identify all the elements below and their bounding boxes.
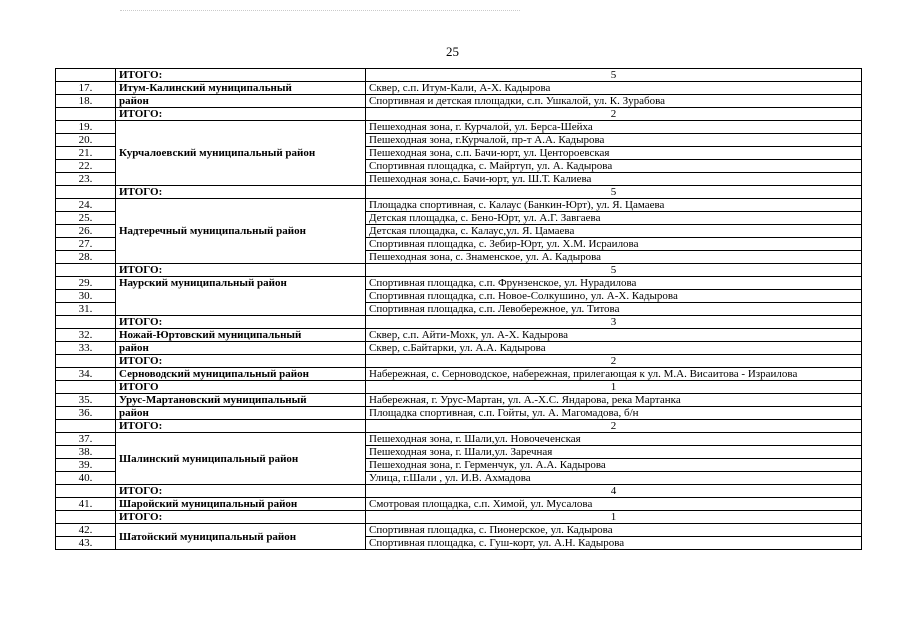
table-row bbox=[56, 368, 862, 381]
object-description: Пешеходная зона, с.п. Бачи-юрт, ул. Центороевская bbox=[366, 147, 862, 160]
page-number: 25 bbox=[446, 44, 459, 59]
row-number: 27. bbox=[56, 238, 116, 251]
total-value: 2 bbox=[366, 420, 862, 433]
object-description: Пешеходная зона,с. Бачи-юрт, ул. Ш.Т. Калиева bbox=[366, 173, 862, 186]
total-label: ИТОГО: bbox=[116, 316, 366, 329]
row-number: 19. bbox=[56, 121, 116, 134]
object-description: Набережная, г. Урус-Мартан, ул. А.-Х.С. Яндарова, река Мартанка bbox=[366, 394, 862, 407]
object-description: Сквер, с.Байтарки, ул. А.А. Кадырова bbox=[366, 342, 862, 355]
district-name: район bbox=[116, 342, 366, 355]
object-description: Площадка спортивная, с.п. Гойты, ул. А. Магомадова, б/н bbox=[366, 407, 862, 420]
object-description: Площадка спортивная, с. Калаус (Банкин-Юрт), ул. Я. Цамаева bbox=[366, 199, 862, 212]
table-row bbox=[56, 121, 862, 134]
table-row bbox=[56, 277, 862, 290]
objects-table bbox=[55, 68, 862, 550]
row-number: 23. bbox=[56, 173, 116, 186]
total-row bbox=[56, 108, 862, 121]
district-name: Надтеречный муниципальный район bbox=[116, 199, 366, 264]
object-description: Детская площадка, с. Бено-Юрт, ул. А.Г. Завгаева bbox=[366, 212, 862, 225]
object-description: Детская площадка, с. Калаус,ул. Я. Цамаева bbox=[366, 225, 862, 238]
object-description: Улица, г.Шали , ул. И.В. Ахмадова bbox=[366, 472, 862, 485]
total-label: ИТОГО: bbox=[116, 511, 366, 524]
object-description: Спортивная площадка, с.п. Новое-Солкушино, ул. А-Х. Кадырова bbox=[366, 290, 862, 303]
table-row bbox=[56, 329, 862, 342]
scan-artifact bbox=[120, 10, 520, 13]
row-number: 29. bbox=[56, 277, 116, 290]
row-number: 40. bbox=[56, 472, 116, 485]
table-row bbox=[56, 524, 862, 537]
row-number: 32. bbox=[56, 329, 116, 342]
total-label: ИТОГО: bbox=[116, 485, 366, 498]
object-description: Сквер, с.п. Итум-Кали, А-Х. Кадырова bbox=[366, 82, 862, 95]
row-number: 26. bbox=[56, 225, 116, 238]
table-row bbox=[56, 394, 862, 407]
total-value: 2 bbox=[366, 355, 862, 368]
district-name: Урус-Мартановский муниципальный bbox=[116, 394, 366, 407]
object-description: Спортивная площадка, с.п. Фрунзенское, ул. Нурадилова bbox=[366, 277, 862, 290]
row-number: 30. bbox=[56, 290, 116, 303]
total-row bbox=[56, 316, 862, 329]
table-row bbox=[56, 199, 862, 212]
total-row bbox=[56, 511, 862, 524]
total-row bbox=[56, 69, 862, 82]
row-number: 20. bbox=[56, 134, 116, 147]
row-number: 22. bbox=[56, 160, 116, 173]
total-value: 5 bbox=[366, 69, 862, 82]
total-label: ИТОГО: bbox=[116, 420, 366, 433]
table-row bbox=[56, 498, 862, 511]
district-name: район bbox=[116, 95, 366, 108]
total-row bbox=[56, 381, 862, 394]
object-description: Пешеходная зона, г.Курчалой, пр-т А.А. Кадырова bbox=[366, 134, 862, 147]
object-description: Пешеходная зона, г. Шали,ул. Новочеченская bbox=[366, 433, 862, 446]
row-number: 24. bbox=[56, 199, 116, 212]
district-name: Шаройский муниципальный район bbox=[116, 498, 366, 511]
table-row bbox=[56, 433, 862, 446]
table-row bbox=[56, 95, 862, 108]
table-row bbox=[56, 407, 862, 420]
row-number: 35. bbox=[56, 394, 116, 407]
table-row bbox=[56, 82, 862, 95]
object-description: Пешеходная зона, г. Шали,ул. Заречная bbox=[366, 446, 862, 459]
total-label: ИТОГО bbox=[116, 381, 366, 394]
total-value: 1 bbox=[366, 511, 862, 524]
total-label: ИТОГО: bbox=[116, 69, 366, 82]
object-description: Спортивная площадка, с. Пионерское, ул. Кадырова bbox=[366, 524, 862, 537]
row-number: 28. bbox=[56, 251, 116, 264]
total-value: 2 bbox=[366, 108, 862, 121]
object-description: Набережная, с. Серноводское, набережная, прилегающая к ул. М.А. Висаитова - Израилова bbox=[366, 368, 862, 381]
total-row bbox=[56, 186, 862, 199]
total-label: ИТОГО: bbox=[116, 108, 366, 121]
total-value: 5 bbox=[366, 264, 862, 277]
total-value: 4 bbox=[366, 485, 862, 498]
district-name: Шатойский муниципальный район bbox=[116, 524, 366, 550]
total-value: 5 bbox=[366, 186, 862, 199]
row-number: 37. bbox=[56, 433, 116, 446]
total-row bbox=[56, 355, 862, 368]
object-description: Пешеходная зона, с. Знаменское, ул. А. Кадырова bbox=[366, 251, 862, 264]
row-number: 31. bbox=[56, 303, 116, 316]
district-name: Итум-Калинский муниципальный bbox=[116, 82, 366, 95]
table-row bbox=[56, 342, 862, 355]
district-name: Шалинский муниципальный район bbox=[116, 433, 366, 485]
row-number: 21. bbox=[56, 147, 116, 160]
row-number: 17. bbox=[56, 82, 116, 95]
row-number: 38. bbox=[56, 446, 116, 459]
object-description: Смотровая площадка, с.п. Химой, ул. Мусалова bbox=[366, 498, 862, 511]
district-name: Наурский муниципальный район bbox=[116, 277, 366, 316]
district-name: Ножай-Юртовский муниципальный bbox=[116, 329, 366, 342]
row-number: 34. bbox=[56, 368, 116, 381]
total-label: ИТОГО: bbox=[116, 186, 366, 199]
object-description: Пешеходная зона, г. Герменчук, ул. А.А. Кадырова bbox=[366, 459, 862, 472]
total-label: ИТОГО: bbox=[116, 355, 366, 368]
object-description: Спортивная площадка, с. Гуш-корт, ул. А.Н. Кадырова bbox=[366, 537, 862, 550]
object-description: Пешеходная зона, г. Курчалой, ул. Берса-Шейха bbox=[366, 121, 862, 134]
total-row bbox=[56, 264, 862, 277]
total-label: ИТОГО: bbox=[116, 264, 366, 277]
row-number: 25. bbox=[56, 212, 116, 225]
object-description: Спортивная площадка, с.п. Левобережное, ул. Титова bbox=[366, 303, 862, 316]
total-value: 3 bbox=[366, 316, 862, 329]
object-description: Спортивная площадка, с. Зебир-Юрт, ул. Х.М. Исраилова bbox=[366, 238, 862, 251]
object-description: Сквер, с.п. Айти-Мохк, ул. А-Х. Кадырова bbox=[366, 329, 862, 342]
object-description: Спортивная и детская площадки, с.п. Ушкалой, ул. К. Зурабова bbox=[366, 95, 862, 108]
district-name: Серноводский муниципальный район bbox=[116, 368, 366, 381]
row-number: 33. bbox=[56, 342, 116, 355]
row-number: 18. bbox=[56, 95, 116, 108]
row-number: 41. bbox=[56, 498, 116, 511]
district-name: Курчалоевский муниципальный район bbox=[116, 121, 366, 186]
row-number: 36. bbox=[56, 407, 116, 420]
total-row bbox=[56, 420, 862, 433]
row-number: 43. bbox=[56, 537, 116, 550]
district-name: район bbox=[116, 407, 366, 420]
total-value: 1 bbox=[366, 381, 862, 394]
row-number: 42. bbox=[56, 524, 116, 537]
object-description: Спортивная площадка, с. Майртуп, ул. А. Кадырова bbox=[366, 160, 862, 173]
total-row bbox=[56, 485, 862, 498]
row-number: 39. bbox=[56, 459, 116, 472]
